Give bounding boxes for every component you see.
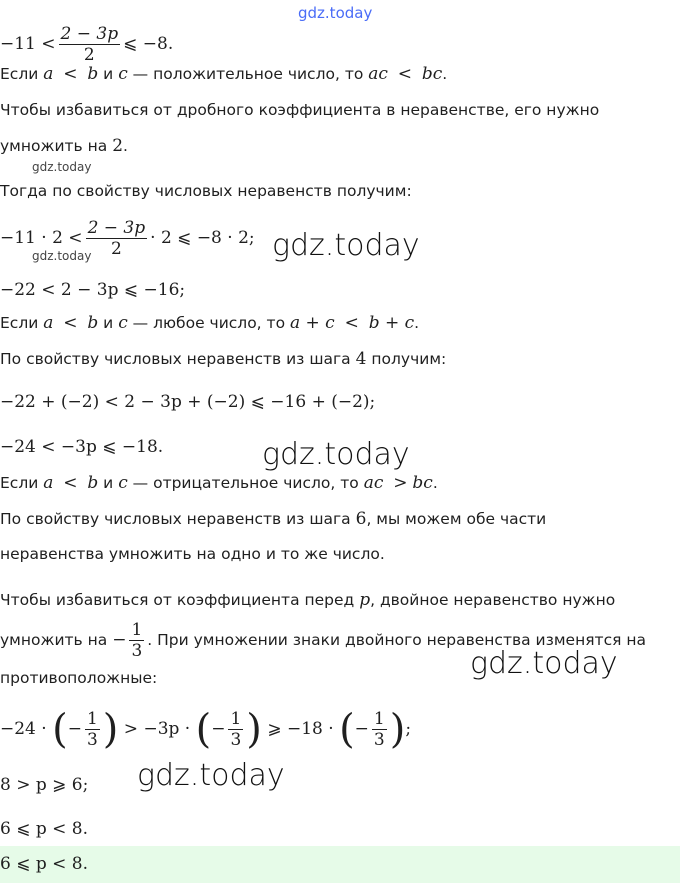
equation-2: −11 · 2 < $\frac{2 - 3p}{2}$ · 2 ⩽ −8 · 2; xyxy=(0,218,255,259)
watermark-large: gdz.today xyxy=(470,646,618,681)
rule-any: Если a < b и c — любое число, то a + c < b + c. xyxy=(0,313,420,333)
equation-6: −24 · (− $\frac{1}{3}$ ) > −3p · (− $\frac{1}{3}$ ) ⩾ −18 · (− $\frac{1}{3}$ ); xyxy=(0,706,412,753)
text-paragraph: Тогда по свойству числовых неравенств получим: xyxy=(0,182,412,200)
watermark-large: gdz.today xyxy=(272,228,420,263)
watermark-large: gdz.today xyxy=(137,758,285,793)
answer-highlight xyxy=(0,846,680,883)
text-paragraph: противоположные: xyxy=(0,669,158,687)
rule-negative: Если a < b и c — отрицательное число, то ac > bc. xyxy=(0,473,438,493)
equation-7: 8 > p ⩾ 6; xyxy=(0,775,89,795)
equation-3: −22 < 2 − 3p ⩽ −16; xyxy=(0,280,186,300)
watermark-large: gdz.today xyxy=(262,437,410,472)
answer-text: 6 ⩽ p < 8. xyxy=(0,854,89,874)
text-paragraph: умножить на 2. xyxy=(0,136,128,156)
watermark-small: gdz.today xyxy=(32,160,92,174)
watermark-small: gdz.today xyxy=(32,249,92,263)
watermark-top: gdz.today xyxy=(298,4,373,22)
equation-1: −11 < $\frac{2 - 3p}{2}$ ⩽ −8. xyxy=(0,24,174,65)
equation-8: 6 ⩽ p < 8. xyxy=(0,819,89,839)
equation-5: −24 < −3p ⩽ −18. xyxy=(0,437,164,457)
text-paragraph: По свойству числовых неравенств из шага 4 получим: xyxy=(0,349,447,369)
rule-positive: Если a < b и c — положительное число, то ac < bc. xyxy=(0,64,448,84)
text-paragraph: По свойству числовых неравенств из шага 6, мы можем обе части xyxy=(0,509,547,529)
text-paragraph: Чтобы избавиться от дробного коэффициента в неравенстве, его нужно xyxy=(0,101,600,119)
equation-4: −22 + (−2) < 2 − 3p + (−2) ⩽ −16 + (−2); xyxy=(0,392,376,412)
text-paragraph: умножить на − $\frac{1}{3}$ . При умножении знаки двойного неравенства изменятся на xyxy=(0,620,646,661)
text-paragraph: неравенства умножить на одно и то же число. xyxy=(0,545,385,563)
text-paragraph: Чтобы избавиться от коэффициента перед p, двойное неравенство нужно xyxy=(0,590,616,610)
